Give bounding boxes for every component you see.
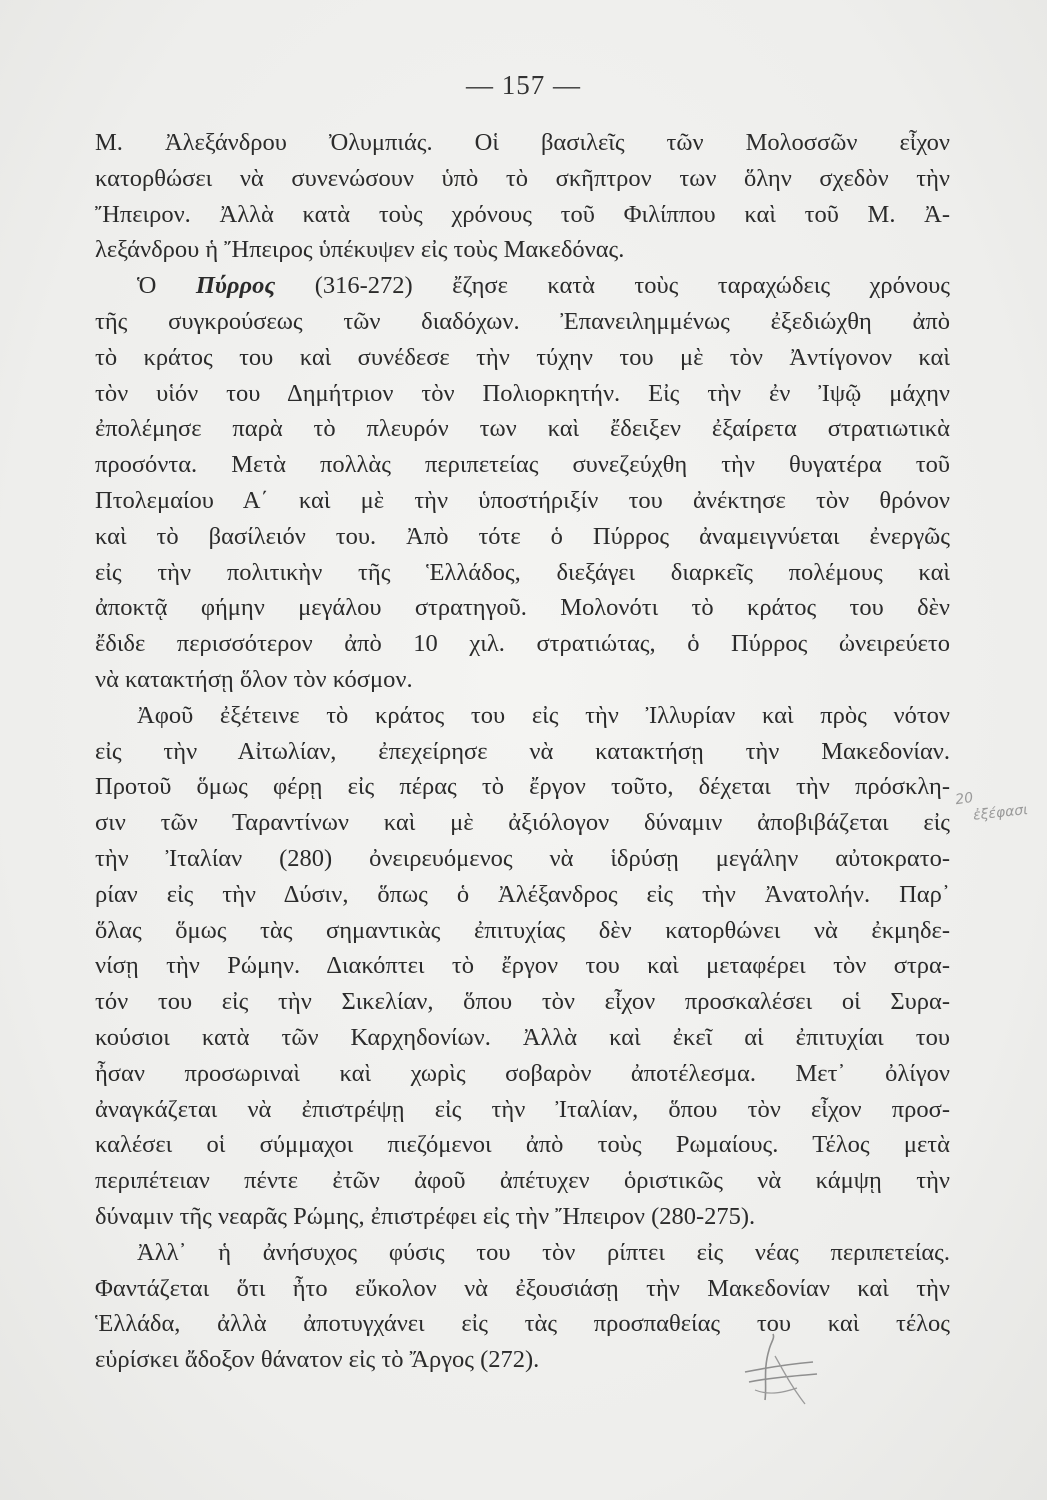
pyrrhus-line-rest: (316-272) ἔζησε κατὰ τοὺς ταραχώδεις χρόνους — [314, 272, 950, 300]
text-line: ἔδιδε περισσότερον ἀπὸ 10 χιλ. στρατιώτας, ὁ Πύρρος ὠνειρεύετο — [95, 630, 950, 658]
text-line: τὸ κράτος του καὶ συνέδεσε τὴν τύχην του μὲ τὸν Ἀντίγονον καὶ — [95, 343, 950, 371]
text-line: εὑρίσκει ἄδοξον θάνατον εἰς τὸ Ἄργος (272). — [95, 1346, 540, 1374]
text-line: Προτοῦ ὅμως φέρῃ εἰς πέρας τὸ ἔργον τοῦτο, δέχεται τὴν πρόσκλη- — [95, 773, 950, 801]
text-line: Ἤπειρον. Ἀλλὰ κατὰ τοὺς χρόνους τοῦ Φιλίππου καὶ τοῦ Μ. Ἀ- — [95, 200, 950, 228]
text-line: Ἑλλάδα, ἀλλὰ ἀποτυγχάνει εἰς τὰς προσπαθείας του καὶ τέλος — [95, 1310, 950, 1338]
text-line: Ἀλλ᾽ ἡ ἀνήσυχος φύσις του τὸν ρίπτει εἰς νέας περιπετείας. — [137, 1238, 950, 1266]
handwritten-signature — [735, 1330, 835, 1410]
text-line: ἦσαν προσωριναὶ καὶ χωρὶς σοβαρὸν ἀποτέλεσμα. Μετ᾽ ὀλίγον — [95, 1059, 950, 1087]
text-line: ρίαν εἰς τὴν Δύσιν, ὅπως ὁ Ἀλέξανδρος εἰς τὴν Ἀνατολήν. Παρ᾽ — [95, 880, 950, 908]
text-line: σιν τῶν Ταραντίνων καὶ μὲ ἀξιόλογον δύναμιν ἀποβιβάζεται εἰς — [95, 809, 950, 837]
text-line: κατορθώσει νὰ συνενώσουν ὑπὸ τὸ σκῆπτρον των ὅλην σχεδὸν τὴν — [95, 164, 950, 192]
body-text — [95, 125, 950, 1378]
text-line: ὅλας ὅμως τὰς σημαντικὰς ἐπιτυχίας δὲν κατορθώνει νὰ ἐκμηδε- — [95, 916, 950, 944]
text-line: τόν του εἰς τὴν Σικελίαν, ὅπου τὸν εἶχον προσκαλέσει οἱ Συρα- — [95, 988, 950, 1016]
text-line: νὰ κατακτήσῃ ὅλον τὸν κόσμον. — [95, 665, 413, 693]
text-line: ἀναγκάζεται νὰ ἐπιστρέψῃ εἰς τὴν Ἰταλίαν, ὅπου τὸν εἶχον προσ- — [95, 1095, 950, 1123]
pyrrhus-article: Ὁ — [137, 272, 157, 300]
text-line: καλέσει οἱ σύμμαχοι πιεζόμενοι ἀπὸ τοὺς Ρωμαίους. Τέλος μετὰ — [95, 1131, 950, 1159]
page-number: — 157 — — [466, 70, 581, 100]
text-line: Ἀφοῦ ἐξέτεινε τὸ κράτος του εἰς τὴν Ἰλλυρίαν καὶ πρὸς νότον — [137, 701, 950, 729]
margin-note-word: ἐξέφασι — [972, 802, 1029, 824]
text-line: περιπέτειαν πέντε ἐτῶν ἀφοῦ ἀπέτυχεν ὁριστικῶς νὰ κάμψῃ τὴν — [95, 1167, 950, 1195]
text-line: νίσῃ τὴν Ρώμην. Διακόπτει τὸ ἔργον του καὶ μεταφέρει τὸν στρα- — [95, 952, 950, 980]
text-line: εἰς τὴν Αἰτωλίαν, ἐπεχείρησε νὰ κατακτήσῃ τὴν Μακεδονίαν. — [95, 737, 950, 765]
text-line: κούσιοι κατὰ τῶν Καρχηδονίων. Ἀλλὰ καὶ ἐκεῖ αἱ ἐπιτυχίαι του — [95, 1023, 950, 1051]
text-line-pyrrhus — [95, 268, 950, 304]
text-line: Φαντάζεται ὅτι ἦτο εὔκολον νὰ ἐξουσιάσῃ τὴν Μακεδονίαν καὶ τὴν — [95, 1274, 950, 1302]
pyrrhus-name: Πύρρος — [195, 272, 276, 300]
text-line: τῆς συγκρούσεως τῶν διαδόχων. Ἐπανειλημμένως ἐξεδιώχθη ἀπὸ — [95, 307, 950, 335]
text-line: δύναμιν τῆς νεαρᾶς Ρώμης, ἐπιστρέφει εἰς τὴν Ἤπειρον (280-275). — [95, 1202, 756, 1230]
margin-note-number: 20 — [954, 789, 975, 809]
text-line: ἐπολέμησε παρὰ τὸ πλευρόν των καὶ ἔδειξεν ἐξαίρετα στρατιωτικὰ — [95, 415, 950, 443]
text-line: προσόντα. Μετὰ πολλὰς περιπετείας συνεζεύχθη τὴν θυγατέρα τοῦ — [95, 451, 950, 479]
text-line: ἀποκτᾷ φήμην μεγάλου στρατηγοῦ. Μολονότι τὸ κράτος του δὲν — [95, 594, 950, 622]
text-line: Μ. Ἀλεξάνδρου Ὀλυμπιάς. Οἱ βασιλεῖς τῶν Μολοσσῶν εἶχον — [95, 129, 950, 156]
text-line: τὴν Ἰταλίαν (280) ὀνειρευόμενος νὰ ἱδρύσῃ μεγάλην αὐτοκρατο- — [95, 844, 950, 872]
text-line: εἰς τὴν πολιτικὴν τῆς Ἑλλάδος, διεξάγει διαρκεῖς πολέμους καὶ — [95, 558, 950, 586]
text-line: καὶ τὸ βασίλειόν του. Ἀπὸ τότε ὁ Πύρρος ἀναμειγνύεται ἐνεργῶς — [95, 522, 950, 550]
pencil-margin-note — [955, 785, 1045, 835]
text-line: τὸν υἱόν του Δημήτριον τὸν Πολιορκητήν. Εἰς τὴν ἐν Ἰψῷ μάχην — [95, 379, 950, 407]
text-line: λεξάνδρου ἡ Ἤπειρος ὑπέκυψεν εἰς τοὺς Μακεδόνας. — [95, 236, 625, 264]
text-line: Πτολεμαίου Α΄ καὶ μὲ τὴν ὑποστήριξίν του ἀνέκτησε τὸν θρόνον — [95, 486, 950, 514]
